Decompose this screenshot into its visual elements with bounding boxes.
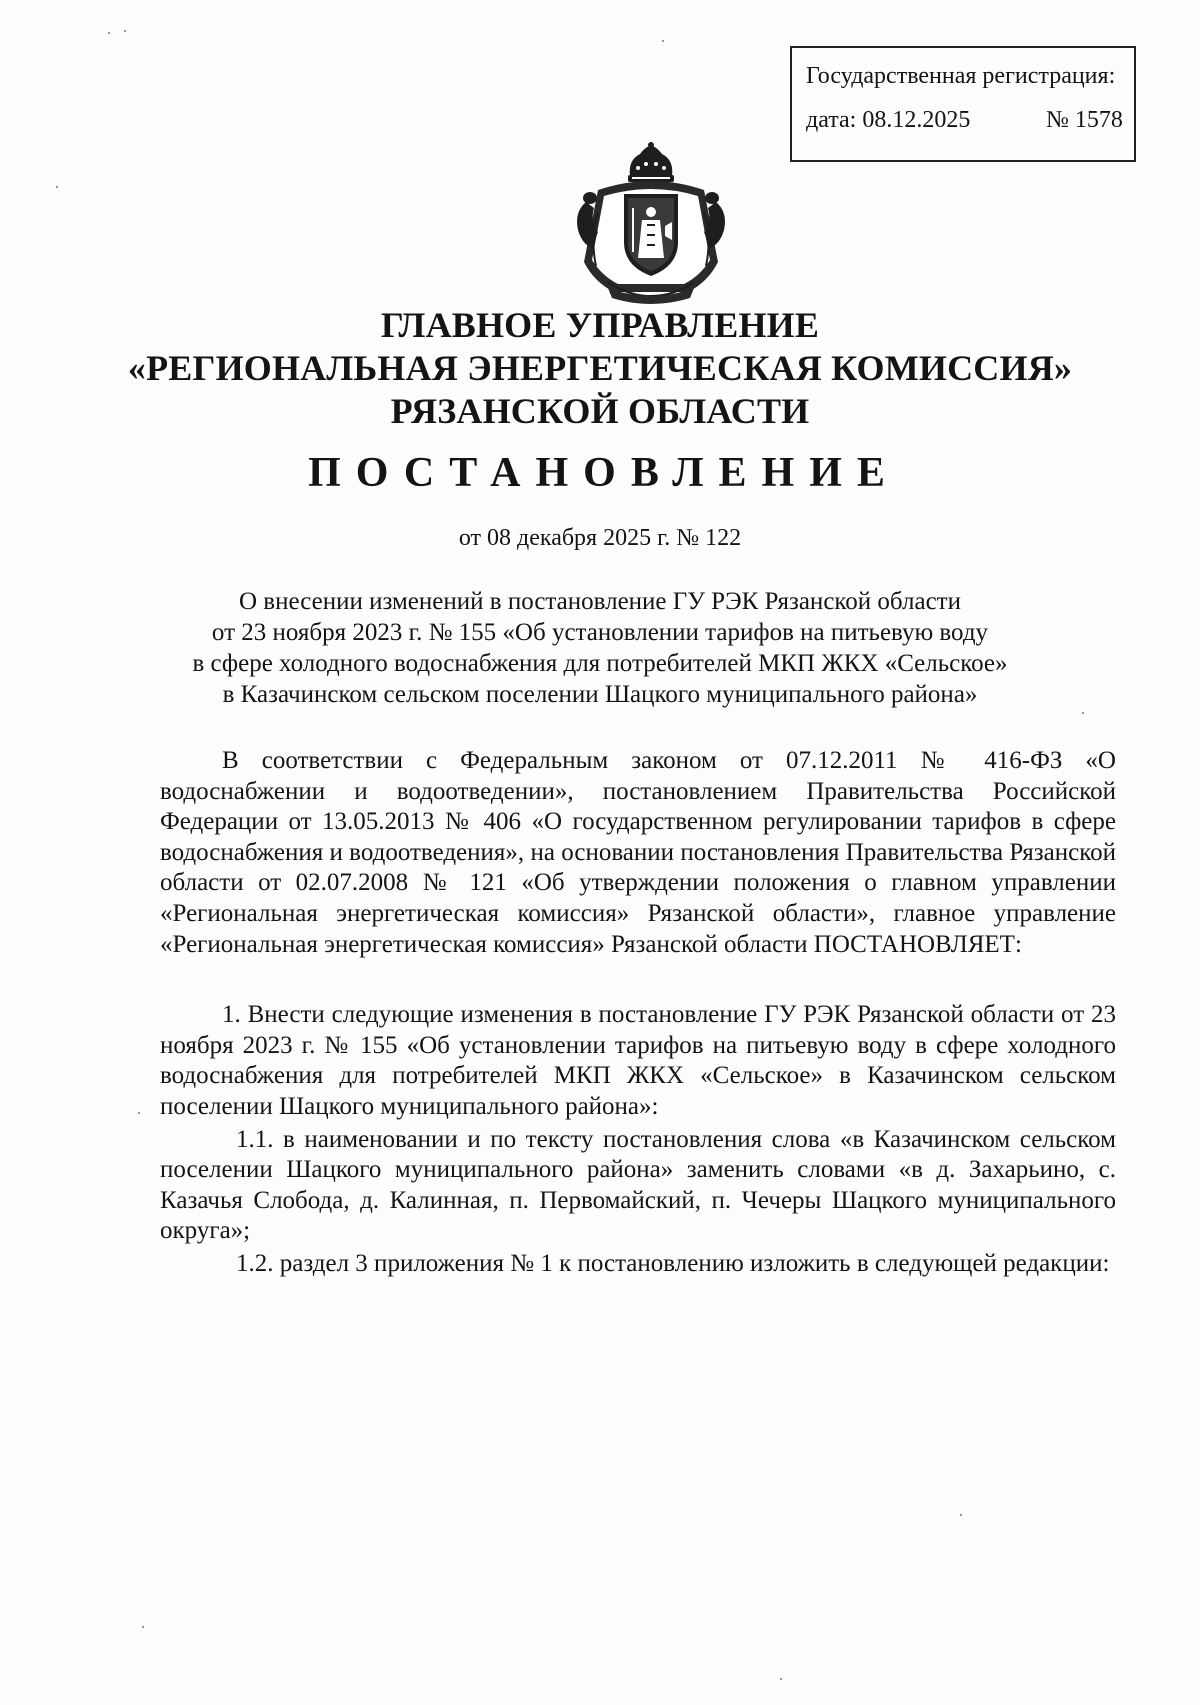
document-subject <box>0 586 1200 710</box>
subject-line-1: О внесении изменений в постановление ГУ РЭК Рязанской области <box>239 588 961 615</box>
preamble-paragraph: В соответствии с Федеральным законом от 07.12.2011 № 416-ФЗ «О водоснабжении и водоотведении», постановлением Правительства Российской Федерации от 13.05.2013 № 406 «О государственном регулировании тарифов в сфере водоснабжения и водоотведения», на основании постановления Правительства Рязанской области от 02.07.2008 № 121 «Об утверждении положения о главном управлении «Региональная энергетическая комиссия» Рязанской области», главное управление «Региональная энергетическая комиссия» Рязанской области ПОСТАНОВЛЯЕТ: <box>160 747 1116 958</box>
subject-line-4: в Казачинском сельском поселении Шацкого муниципального района» <box>222 681 978 708</box>
registration-details <box>806 108 1134 132</box>
registration-label: Государственная регистрация: <box>806 63 1116 89</box>
item-1-paragraph: 1. Внести следующие изменения в постановление ГУ РЭК Рязанской области от 23 ноября 2023 г. № 155 «Об установлении тарифов на питьевую воду в сфере холодного водоснабжения для потребителей МКП ЖКХ «Сельское» в Казачинском сельском поселении Шацкого муниципального района»: <box>160 1001 1116 1120</box>
item-1-2-paragraph: 1.2. раздел 3 приложения № 1 к постановлению изложить в следующей редакции: <box>236 1249 1110 1277</box>
subject-line-2: от 23 ноября 2023 г. № 155 «Об установлении тарифов на питьевую воду <box>211 619 989 646</box>
organization-line-3: РЯЗАНСКОЙ ОБЛАСТИ <box>390 391 810 431</box>
organization-line-2: «РЕГИОНАЛЬНАЯ ЭНЕРГЕТИЧЕСКАЯ КОМИССИЯ» <box>127 348 1073 388</box>
item-1-1-paragraph: 1.1. в наименовании и по тексту постановления слова «в Казачинском сельском поселении Шацкого муниципального района» заменить словами «в д. Захарьино, с. Казачья Слобода, д. Калинная, п. Первомайский, п. Чечеры Шацкого муниципального округа»; <box>160 1125 1116 1245</box>
subject-line-3: в сфере холодного водоснабжения для потребителей МКП ЖКХ «Сельское» <box>192 650 1008 677</box>
registration-stamp <box>790 46 1136 162</box>
ryazan-coat-of-arms-icon <box>568 142 734 304</box>
registration-number: № 1578 <box>1046 107 1123 133</box>
organization-title <box>0 304 1200 433</box>
document-body <box>160 746 1116 1280</box>
organization-line-1: ГЛАВНОЕ УПРАВЛЕНИЕ <box>380 305 820 345</box>
registration-date: дата: 08.12.2025 <box>806 107 971 133</box>
document-date-number: от 08 декабря 2025 г. № 122 <box>458 525 742 551</box>
document-type-heading: ПОСТАНОВЛЕНИЕ <box>308 450 900 496</box>
